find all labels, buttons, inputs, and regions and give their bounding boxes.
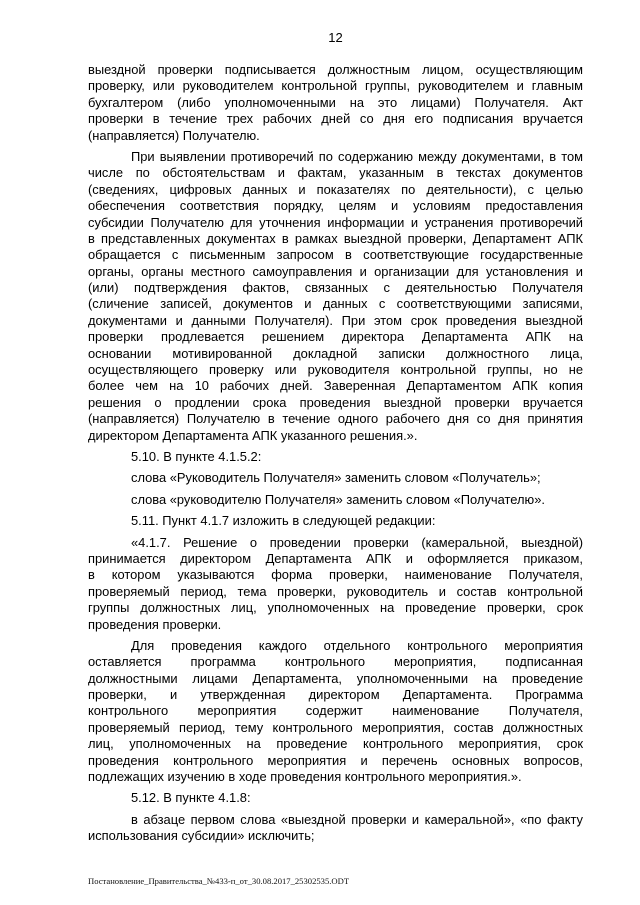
text-line: подлежащих изучению в ходе проведения контрольного мероприятия.».: [88, 769, 522, 785]
quoted-clause-4-1-7: [88, 535, 583, 633]
item-5-10: [88, 449, 583, 465]
text-line: более чем на 10 рабочих дней. Заверенная Департаментом АПК копия: [88, 378, 583, 394]
text-line: проведения контрольного мероприятия и перечень основных вопросов,: [88, 752, 583, 768]
text-line: проведения проверки.: [88, 616, 222, 632]
text-line: (сведениях, цифровых данных и показателях по деятельности), с целью: [88, 181, 583, 197]
text-line: субсидии Получателю для уточнения информации и устранения противоречий: [88, 214, 583, 230]
text-line: бухгалтером (либо уполномоченными на это лицами) Получателя. Акт: [88, 94, 583, 110]
text-line: оставляется программа контрольного мероприятия, подписанная: [88, 654, 583, 670]
text-line: (или) подтверждения фактов, связанных с деятельностью Получателя: [88, 280, 583, 296]
text-line: числе по обстоятельствам и фактам, указанным в текстах документов: [88, 165, 583, 181]
text-line: осуществляющего проверку или руководителя контрольной группы, но не: [88, 362, 583, 378]
paragraph-control-program: [88, 638, 583, 786]
amendment-line: [88, 812, 583, 845]
amendment-line: [88, 492, 583, 508]
text-line: проверки продлевается решением директора Департамента АПК на: [88, 329, 583, 345]
text-line: Для проведения каждого отдельного контрольного мероприятия: [131, 637, 583, 653]
text-line: проверки, и утвержденная директором Департамента. Программа: [88, 687, 583, 703]
text-line: обеспечения соответствия порядку, целям и условиям предоставления: [88, 198, 583, 214]
text-line: проверки в течение трех рабочих дней со дня его подписания вручается: [88, 111, 583, 127]
text-line: проверяемый период, тему контрольного мероприятия, состав должностных: [88, 719, 583, 735]
text-line: обращается с письменным запросом в соответствующие государственные: [88, 247, 583, 263]
page-number: 12: [328, 30, 343, 45]
text-line: 5.10. В пункте 4.1.5.2:: [131, 448, 262, 464]
text-line: в абзаце первом слова «выездной проверки и камеральной», «по факту: [131, 811, 583, 827]
text-line: органы, органы местного самоуправления и организации для установления и: [88, 263, 583, 279]
text-line: слова «руководителю Получателя» заменить словом «Получателю».: [131, 491, 545, 507]
amendment-line: [88, 470, 583, 486]
text-line: (направляется) Получателю.: [88, 127, 260, 143]
document-body: [88, 62, 583, 850]
footer-filename: Постановление_Правительства_№433-п_от_30.08.2017_25302535.ODT: [88, 876, 350, 886]
paragraph-continuation: [88, 62, 583, 144]
text-line: в котором указываются форма проверки, наименование Получателя,: [88, 567, 583, 583]
text-line: в представленных документах в рамках выездной проверки, Департамент АПК: [88, 230, 583, 246]
text-line: проверяемый период, тема проверки, руководитель и состав контрольной: [88, 583, 583, 599]
text-line: группы должностных лиц, уполномоченных на проведение проверки, срок: [88, 600, 583, 616]
text-line: выездной проверки подписывается должностным лицом, осуществляющим: [88, 62, 583, 77]
text-line: (сличение записей, документов и данных с соответствующими записями,: [88, 296, 583, 312]
text-line: документами и данными Получателя). При этом срок проведения выездной: [88, 312, 583, 328]
paragraph-contradictions: [88, 149, 583, 444]
text-line: основании мотивированной докладной записки должностного лица,: [88, 345, 583, 361]
item-5-12: [88, 790, 583, 806]
text-line: должностными лицами Департамента, уполномоченными на проведение: [88, 670, 583, 686]
text-line: (направляется) Получателю в течение одного рабочего дня со дня принятия: [88, 411, 583, 427]
text-line: При выявлении противоречий по содержанию между документами, в том: [131, 148, 583, 164]
text-line: «4.1.7. Решение о проведении проверки (камеральной, выездной): [131, 534, 583, 550]
text-line: контрольного мероприятия содержит наименование Получателя,: [88, 703, 583, 719]
text-line: слова «Руководитель Получателя» заменить словом «Получатель»;: [131, 470, 541, 486]
text-line: принимается директором Департамента АПК и оформляется приказом,: [88, 550, 583, 566]
text-line: директором Департамента АПК указанного решения.».: [88, 427, 418, 443]
text-line: лиц, уполномоченных на проведение контрольного мероприятия, срок: [88, 736, 583, 752]
text-line: 5.12. В пункте 4.1.8:: [131, 790, 251, 806]
item-5-11: [88, 513, 583, 529]
text-line: использования субсидии» исключить;: [88, 828, 315, 844]
text-line: проверку, или руководителем контрольной группы, руководителем и главным: [88, 78, 583, 94]
text-line: решения о продлении срока проведения выездной проверки вручается: [88, 394, 583, 410]
text-line: 5.11. Пункт 4.1.7 изложить в следующей редакции:: [131, 513, 436, 529]
